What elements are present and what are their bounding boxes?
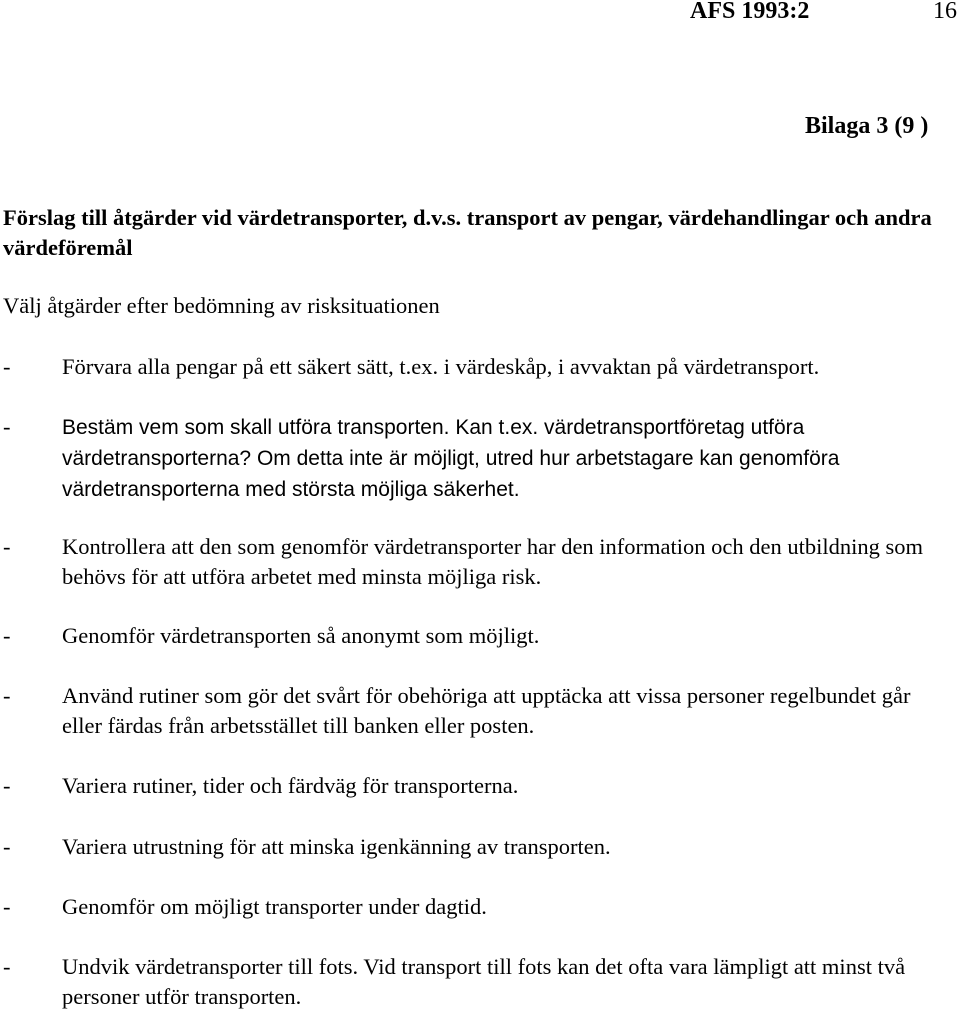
document-title: Förslag till åtgärder vid värdetransporter, d.v.s. transport av pengar, värdehandlingar och andra värdeföremål <box>3 205 932 260</box>
bullet-dash: - <box>3 414 11 439</box>
list-item <box>3 771 943 801</box>
list-item <box>3 532 943 592</box>
list-item-text <box>62 621 943 651</box>
list-item-text-part: Genomför om möjligt transporter under dagtid. <box>62 894 487 919</box>
list-item-text-part: Förvara alla pengar på ett säkert sätt, t.ex. i värdeskåp, i avvaktan på värdetransport. <box>62 354 820 379</box>
list-item <box>3 352 943 382</box>
list-item-text <box>62 412 943 505</box>
bullet-dash: - <box>3 534 11 559</box>
bullet-dash: - <box>3 354 11 379</box>
list-item-text <box>62 892 943 922</box>
bullet-dash: - <box>3 894 11 919</box>
list-item-text-part: Genomför värdetransporten så anonymt som möjligt. <box>62 623 540 648</box>
list-item-text-part: Variera rutiner, tider och färdväg för transporterna. <box>62 773 519 798</box>
bullet-dash: - <box>3 954 11 979</box>
list-item-text <box>62 952 943 1012</box>
list-item-text-part: Undvik värdetransporter till fots. Vid transport till fots kan det ofta vara lämpligt att minst två personer utför transporten. <box>62 954 906 1009</box>
list-item <box>3 621 943 651</box>
list-item-text-part: Bestäm vem som skall utföra transporten. Kan t.ex. värdetransportföretag utföra värdetransporterna? <box>62 416 805 470</box>
list-item-text <box>62 771 943 801</box>
list-item <box>3 952 943 1012</box>
regulation-code: AFS 1993:2 <box>690 0 810 24</box>
list-item-text-part: Om detta inte är möjligt, utred hur arbetstagare kan genomföra värdetransporterna med största möjliga säkerhet. <box>62 447 840 501</box>
list-item-text-part: Använd rutiner som gör det svårt för obehöriga att upptäcka att vissa personer regelbundet går eller färdas från arbetsstället till banken eller posten. <box>62 683 911 738</box>
list-item <box>3 832 943 862</box>
list-item-text-part: Variera utrustning för att minska igenkänning av transporten. <box>62 834 611 859</box>
bullet-dash: - <box>3 623 11 648</box>
list-item-text <box>62 532 943 592</box>
list-item-text <box>62 352 943 382</box>
list-item <box>3 681 943 741</box>
bullet-dash: - <box>3 834 11 859</box>
page-number: 16 <box>933 0 957 24</box>
list-item <box>3 412 943 505</box>
bullet-dash: - <box>3 773 11 798</box>
bullet-dash: - <box>3 683 11 708</box>
list-item <box>3 892 943 922</box>
list-item-text-part: Kontrollera att den som genomför värdetransporter har den information och den utbildning som behövs för att utföra arbetet med minsta möjliga risk. <box>62 534 924 589</box>
list-item-text <box>62 681 943 741</box>
intro-text: Välj åtgärder efter bedömning av risksituationen <box>3 293 440 318</box>
document-header <box>690 0 957 26</box>
appendix-label: Bilaga 3 (9 ) <box>805 113 929 139</box>
list-item-text <box>62 832 943 862</box>
